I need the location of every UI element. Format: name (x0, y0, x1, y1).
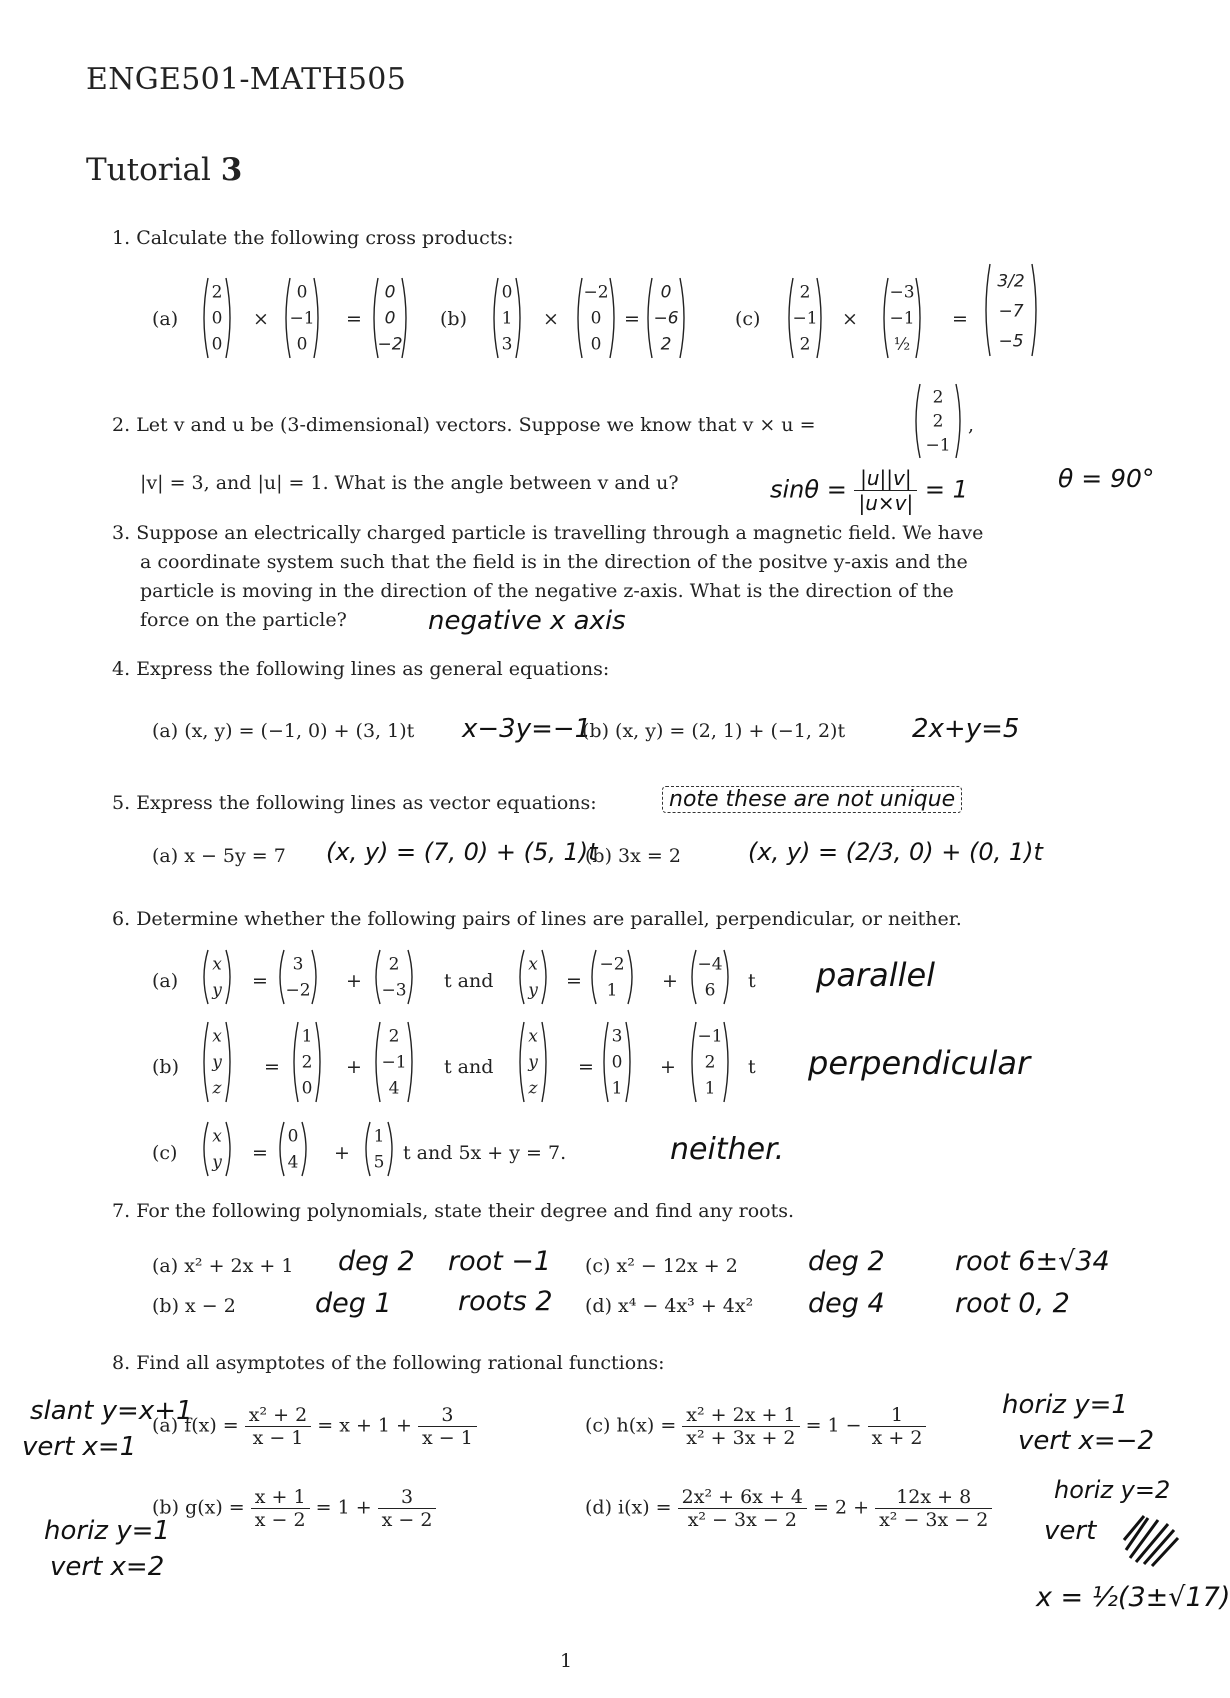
q4b-handwritten: 2x+y=5 (912, 714, 1020, 744)
vector-entry: 2 (932, 411, 944, 432)
right-paren (302, 1122, 306, 1176)
left-paren (494, 278, 498, 358)
q8b-d2: x − 2 (381, 1509, 433, 1531)
q8b-d: x − 2 (254, 1509, 306, 1531)
q6c-plus: + (334, 1142, 350, 1164)
q8a-frac2 (418, 1404, 477, 1449)
right-paren (312, 950, 316, 1004)
q2-hw-num: |u||v| (854, 466, 917, 491)
vector-entry: 2 (301, 1052, 313, 1073)
q4a: (a) (x, y) = (−1, 0) + (3, 1)t (152, 720, 415, 742)
vector-entry: 1 (704, 1078, 716, 1099)
q1b-label: (b) (440, 308, 467, 330)
vector-entry: −5 (998, 331, 1024, 352)
q8a-mid: = x + 1 + (317, 1414, 412, 1437)
q1b-vector-2 (574, 276, 618, 360)
q6b-t: t (748, 1056, 756, 1078)
right-paren (542, 950, 546, 1004)
left-paren (204, 950, 208, 1004)
q1c-label: (c) (735, 308, 761, 330)
q6a-l2-dir (688, 948, 732, 1006)
q6b-l2-point (600, 1020, 634, 1104)
scribble-mark (1118, 1510, 1188, 1570)
q1c-answer (982, 262, 1040, 358)
q8d-hw-horiz: horiz y=2 (1054, 1476, 1171, 1504)
vector-entry: −1 (697, 1026, 723, 1047)
right-paren (402, 278, 406, 358)
q8d-pre: (d) i(x) = (585, 1496, 672, 1519)
q7d-deg: deg 4 (808, 1288, 885, 1319)
q8d-n2: 12x + 8 (875, 1486, 992, 1509)
tutorial-word: Tutorial (86, 152, 211, 188)
q6b-l1-dir (372, 1020, 416, 1104)
vector-entry: 2 (799, 282, 811, 303)
vector-entry: 1 (606, 980, 618, 1001)
q8a-n2: 3 (418, 1404, 477, 1427)
left-paren (692, 950, 696, 1004)
q2-hw-eq: = 1 (924, 475, 968, 504)
vector-entry: 1 (301, 1026, 313, 1047)
q8a-hw-slant: slant y=x+1 (30, 1396, 193, 1426)
q6c-tail: t and 5x + y = 7. (403, 1142, 567, 1164)
right-paren (226, 1022, 230, 1102)
vector-entry: y (528, 1052, 538, 1073)
q8c-frac2 (868, 1404, 927, 1449)
q8c-pre: (c) h(x) = (585, 1414, 677, 1437)
q2-number: 2. (112, 414, 131, 436)
q1b-equals: = (624, 308, 640, 330)
vector-entry: −3 (889, 282, 915, 303)
q6a-t: t (748, 970, 756, 992)
q5b-handwritten: (x, y) = (2/3, 0) + (0, 1)t (748, 838, 1043, 866)
q2-line1 (112, 414, 816, 436)
q1a-vector-2 (282, 276, 322, 360)
vector-entry: y (212, 980, 222, 1001)
q6c-label: (c) (152, 1142, 178, 1164)
vector-entry: x (212, 1026, 222, 1047)
q7-text: For the following polynomials, state their degree and find any roots. (136, 1200, 795, 1222)
q2-text1: Let v and u be (3-dimensional) vectors. Suppose we know that v × u = (136, 414, 816, 436)
q2-hw-den: |u×v| (858, 491, 914, 515)
q8b-frac1 (251, 1486, 310, 1531)
q8a-d2: x − 1 (422, 1427, 473, 1449)
q2-cross-vector (912, 382, 964, 460)
vector-entry: x (212, 1126, 222, 1147)
left-paren (294, 1022, 298, 1102)
vector-entry: −2 (583, 282, 609, 303)
q8d-d2: x² − 3x − 2 (879, 1509, 989, 1531)
q1c-vector-2 (880, 276, 924, 360)
q8a-hw-vert: vert x=1 (22, 1432, 137, 1462)
vector-entry: 2 (799, 334, 811, 355)
q7c-root: root 6±√34 (955, 1246, 1110, 1277)
vector-entry: 0 (211, 308, 223, 329)
vector-entry: 2 (660, 334, 672, 355)
q8c-hw-vert: vert x=−2 (1018, 1426, 1155, 1456)
vector-entry: 3 (501, 334, 513, 355)
q6b-eq-2: = (578, 1056, 594, 1078)
vector-entry: y (212, 1152, 222, 1173)
q3-handwritten: negative x axis (428, 606, 626, 636)
vector-entry: −1 (925, 435, 951, 456)
left-paren (884, 278, 888, 358)
left-paren (366, 1122, 370, 1176)
q6a-handwritten: parallel (816, 956, 936, 994)
q6b-eq-1: = (264, 1056, 280, 1078)
q8a-frac1 (245, 1404, 311, 1449)
vector-entry: 3 (292, 954, 304, 975)
vector-entry: 1 (501, 308, 513, 329)
q6c-xy (200, 1120, 234, 1178)
q7c-deg: deg 2 (808, 1246, 885, 1277)
vector-entry: −7 (998, 301, 1024, 322)
vector-entry: 0 (501, 282, 513, 303)
q8d-frac2 (875, 1486, 992, 1531)
q8d-frac1 (678, 1486, 807, 1531)
q8b-n2: 3 (378, 1486, 437, 1509)
left-paren (204, 1022, 208, 1102)
right-paren (956, 384, 960, 458)
q8d-hw-vert: vert (1044, 1516, 1097, 1546)
q1-number: 1. (112, 227, 131, 249)
left-paren (692, 1022, 696, 1102)
q1a-vector-1 (200, 276, 234, 360)
left-paren (578, 278, 582, 358)
q4b: (b) (x, y) = (2, 1) + (−1, 2)t (582, 720, 846, 742)
left-paren (986, 264, 990, 356)
left-paren (520, 1022, 524, 1102)
q7d-root: root 0, 2 (955, 1288, 1070, 1319)
q6b-and: t and (444, 1056, 494, 1078)
vector-entry: 4 (287, 1152, 299, 1173)
q3-line4: force on the particle? (140, 609, 347, 631)
vector-entry: −6 (653, 308, 679, 329)
vector-entry: 2 (211, 282, 223, 303)
vector-entry: 5 (373, 1152, 385, 1173)
right-paren (626, 1022, 630, 1102)
q2-hw-fraction (854, 466, 917, 515)
tutorial-number: 3 (220, 152, 243, 188)
vector-entry: x (528, 954, 538, 975)
vector-entry: −2 (599, 954, 625, 975)
q1b-answer (644, 276, 688, 360)
q8b-hw-horiz: horiz y=1 (44, 1516, 170, 1546)
left-paren (204, 1122, 208, 1176)
right-paren (724, 950, 728, 1004)
q3-line3: particle is moving in the direction of the negative z-axis. What is the direction of the (140, 580, 954, 602)
right-paren (314, 278, 318, 358)
q8b-mid: = 1 + (315, 1496, 372, 1519)
vector-entry: −2 (285, 980, 311, 1001)
q7c: (c) x² − 12x + 2 (585, 1255, 738, 1277)
q7 (112, 1200, 794, 1222)
vector-entry: 0 (211, 334, 223, 355)
q6-text: Determine whether the following pairs of lines are parallel, perpendicular, or neither. (136, 908, 962, 930)
right-paren (226, 950, 230, 1004)
vector-entry: 2 (704, 1052, 716, 1073)
vector-entry: z (528, 1078, 538, 1099)
vector-entry: 0 (590, 308, 602, 329)
right-paren (542, 1022, 546, 1102)
q6a-label: (a) (152, 970, 179, 992)
vector-entry: 1 (611, 1078, 623, 1099)
q1a-equals: = (346, 308, 362, 330)
q1a-answer (370, 276, 410, 360)
q1c-vector-1 (785, 276, 825, 360)
q8c-frac1 (682, 1404, 799, 1449)
q1c-equals: = (952, 308, 968, 330)
right-paren (408, 1022, 412, 1102)
vector-entry: 0 (611, 1052, 623, 1073)
q5a: (a) x − 5y = 7 (152, 845, 286, 867)
vector-entry: 4 (388, 1078, 400, 1099)
vector-entry: 3/2 (997, 271, 1025, 292)
left-paren (916, 384, 920, 458)
q4a-handwritten: x−3y=−1 (462, 714, 592, 744)
q6a-eq-1: = (252, 970, 268, 992)
q6b-xyz-1 (200, 1020, 234, 1104)
q8b-n: x + 1 (251, 1486, 310, 1509)
q6c-handwritten: neither. (670, 1132, 785, 1167)
vector-entry: 0 (384, 282, 396, 303)
q8a-d: x − 1 (252, 1427, 304, 1449)
vector-entry: −2 (377, 334, 403, 355)
q4 (112, 658, 609, 680)
q2-hw-lhs: sinθ = (770, 475, 847, 504)
q8 (112, 1352, 665, 1374)
vector-entry: y (212, 1052, 222, 1073)
q6b-plus-2: + (660, 1056, 676, 1078)
right-paren (610, 278, 614, 358)
right-paren (316, 1022, 320, 1102)
left-paren (280, 1122, 284, 1176)
q8b-pre: (b) g(x) = (152, 1496, 245, 1519)
q7a-deg: deg 2 (338, 1246, 415, 1277)
q1b-times: × (543, 308, 559, 330)
vector-entry: 2 (932, 387, 944, 408)
right-paren (817, 278, 821, 358)
q8b-hw-vert: vert x=2 (50, 1552, 165, 1582)
q1 (112, 227, 514, 249)
vector-entry: 0 (287, 1126, 299, 1147)
q3-line1 (112, 522, 983, 544)
q6-number: 6. (112, 908, 131, 930)
vector-entry: −1 (889, 308, 915, 329)
q5a-handwritten: (x, y) = (7, 0) + (5, 1)t (326, 838, 598, 866)
q6a-l1-dir (372, 948, 416, 1006)
q6a-l2-point (588, 948, 636, 1006)
right-paren (724, 1022, 728, 1102)
right-paren (916, 278, 920, 358)
q3-number: 3. (112, 522, 131, 544)
q6c-eq: = (252, 1142, 268, 1164)
q6c-l1-point (276, 1120, 310, 1178)
vector-entry: x (528, 1026, 538, 1047)
q8c-mid: = 1 − (805, 1414, 862, 1437)
course-title: ENGE501-MATH505 (86, 62, 407, 97)
q8a-pre: (a) f(x) = (152, 1414, 239, 1437)
left-paren (204, 278, 208, 358)
vector-entry: 3 (611, 1026, 623, 1047)
q6b-l2-dir (688, 1020, 732, 1104)
q2-hw-answer: θ = 90° (1058, 464, 1155, 493)
left-paren (376, 1022, 380, 1102)
q8d-d: x² − 3x − 2 (687, 1509, 797, 1531)
q2-comma: , (968, 414, 975, 436)
right-paren (388, 1122, 392, 1176)
vector-entry: 0 (301, 1078, 313, 1099)
q6b-label: (b) (152, 1056, 179, 1078)
vector-entry: −1 (792, 308, 818, 329)
q6b-plus-1: + (346, 1056, 362, 1078)
vector-entry: 0 (296, 334, 308, 355)
tutorial-title (86, 152, 242, 188)
q7d: (d) x⁴ − 4x³ + 4x² (585, 1295, 754, 1317)
q6b-handwritten: perpendicular (808, 1044, 1031, 1082)
q6a-eq-2: = (566, 970, 582, 992)
q8c-n2: 1 (868, 1404, 927, 1427)
q6a-plus-1: + (346, 970, 362, 992)
right-paren (226, 278, 230, 358)
vector-entry: 6 (704, 980, 716, 1001)
q8-number: 8. (112, 1352, 131, 1374)
q6a-l1-point (276, 948, 320, 1006)
q5-note-handwritten: note these are not unique (662, 786, 962, 813)
right-paren (628, 950, 632, 1004)
right-paren (516, 278, 520, 358)
q8a-n: x² + 2 (245, 1404, 311, 1427)
q6 (112, 908, 962, 930)
q8c-d2: x + 2 (871, 1427, 923, 1449)
q8c-n: x² + 2x + 1 (682, 1404, 799, 1427)
vector-entry: 2 (388, 954, 400, 975)
q7b-deg: deg 1 (315, 1288, 392, 1319)
vector-entry: 1 (373, 1126, 385, 1147)
left-paren (376, 950, 380, 1004)
scribble-strokes (1124, 1516, 1178, 1566)
q1a-times: × (253, 308, 269, 330)
vector-entry: 0 (660, 282, 672, 303)
q4-text: Express the following lines as general equations: (136, 658, 610, 680)
left-paren (648, 278, 652, 358)
vector-entry: y (528, 980, 538, 1001)
q8c-d: x² + 3x + 2 (686, 1427, 796, 1449)
q8-text: Find all asymptotes of the following rational functions: (136, 1352, 665, 1374)
vector-entry: z (212, 1078, 222, 1099)
q8c (585, 1404, 926, 1449)
q8c-hw-horiz: horiz y=1 (1002, 1390, 1128, 1420)
right-paren (680, 278, 684, 358)
left-paren (592, 950, 596, 1004)
q3-line2: a coordinate system such that the field is in the direction of the positve y-axis and the (140, 551, 968, 573)
left-paren (520, 950, 524, 1004)
vector-entry: 0 (590, 334, 602, 355)
q2-line2: |v| = 3, and |u| = 1. What is the angle between v and u? (140, 472, 679, 494)
q5b: (b) 3x = 2 (585, 845, 681, 867)
q1-text: Calculate the following cross products: (136, 227, 514, 249)
q8d-mid: = 2 + (813, 1496, 870, 1519)
q4-number: 4. (112, 658, 131, 680)
q1c-times: × (842, 308, 858, 330)
left-paren (280, 950, 284, 1004)
q8b (152, 1486, 436, 1531)
q7a-root: root −1 (448, 1246, 552, 1277)
left-paren (604, 1022, 608, 1102)
vector-entry: 0 (384, 308, 396, 329)
q6a-xy-1 (200, 948, 234, 1006)
vector-entry: ½ (893, 334, 911, 355)
vector-entry: −1 (289, 308, 315, 329)
vector-entry: −4 (697, 954, 723, 975)
q8b-frac2 (378, 1486, 437, 1531)
q6c-l1-dir (362, 1120, 396, 1178)
q8a (152, 1404, 477, 1449)
q7-number: 7. (112, 1200, 131, 1222)
vector-entry: x (212, 954, 222, 975)
vector-entry: 2 (388, 1026, 400, 1047)
q6a-and: t and (444, 970, 494, 992)
page-number: 1 (560, 1650, 573, 1672)
q6a-plus-2: + (662, 970, 678, 992)
q3-text1: Suppose an electrically charged particle is travelling through a magnetic field. We have (136, 522, 984, 544)
vector-entry: −1 (381, 1052, 407, 1073)
q6a-xy-2 (516, 948, 550, 1006)
q2-handwritten (770, 466, 968, 515)
q8d (585, 1486, 992, 1531)
q6b-l1-point (290, 1020, 324, 1104)
q7a: (a) x² + 2x + 1 (152, 1255, 294, 1277)
q1a-label: (a) (152, 308, 179, 330)
q5-text: Express the following lines as vector equations: (136, 792, 597, 814)
q5 (112, 792, 597, 814)
right-paren (1032, 264, 1036, 356)
q8d-hw-vert-eq: x = ½(3±√17) (1036, 1582, 1230, 1613)
q7b: (b) x − 2 (152, 1295, 236, 1317)
q6b-xyz-2 (516, 1020, 550, 1104)
right-paren (408, 950, 412, 1004)
q5-number: 5. (112, 792, 131, 814)
vector-entry: −3 (381, 980, 407, 1001)
q7b-root: roots 2 (458, 1286, 553, 1317)
q1b-vector-1 (490, 276, 524, 360)
vector-entry: 0 (296, 282, 308, 303)
q8d-n: 2x² + 6x + 4 (678, 1486, 807, 1509)
right-paren (226, 1122, 230, 1176)
